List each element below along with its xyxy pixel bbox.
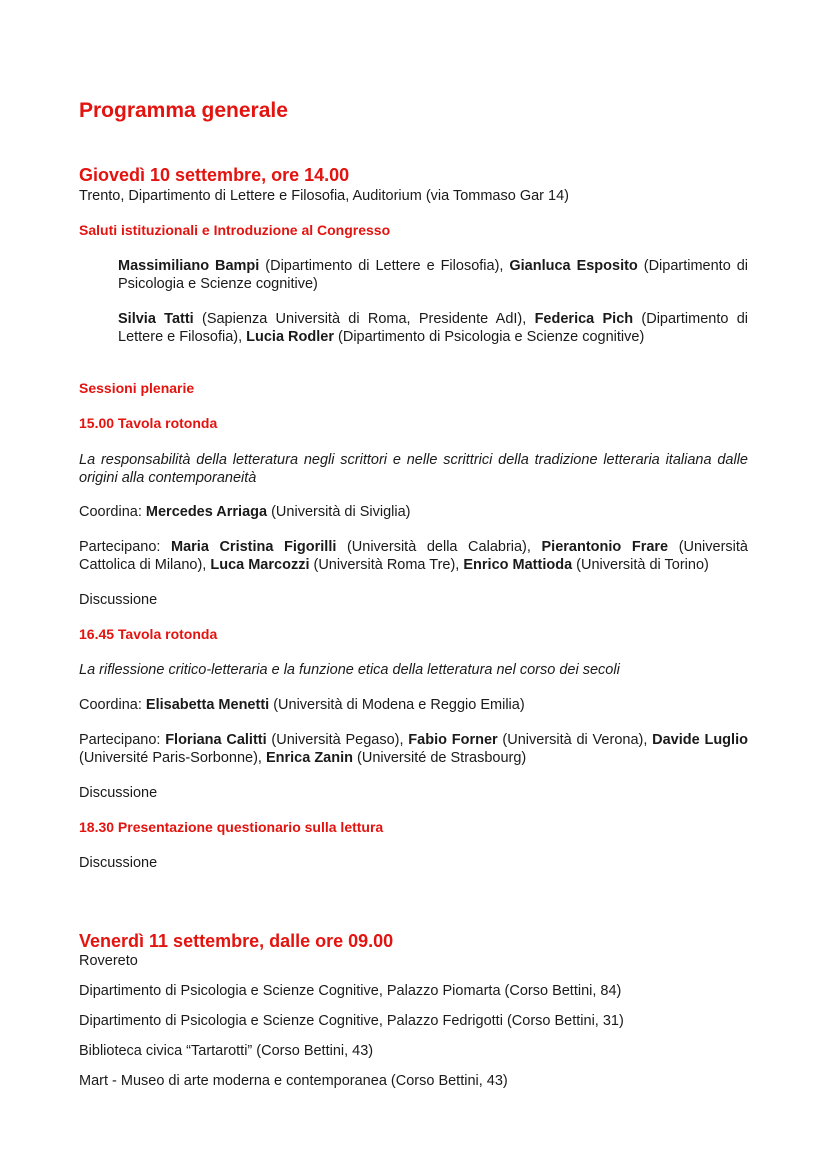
session2-topic: La riflessione critico-letteraria e la funzione etica della letteratura nel corso dei secoli [79,662,620,678]
person-name: Mercedes Arriaga [145,504,268,520]
day2-heading: Venerdì 11 settembre, dalle ore 09.00 [79,931,394,951]
page-title: Programma generale [79,99,288,122]
session1-discussion: Discussione [79,592,158,608]
person-name: Enrico Mattioda [463,557,573,573]
day1-heading: Giovedì 10 settembre, ore 14.00 [79,165,350,185]
welcome-speakers-2: Silvia Tatti (Sapienza Università di Roma, Presidente AdI), Federica Pich (Dipartimento di Lettere e Filosofia), Lucia Rodler (Dipartimento di Psicologia e Scienze cognitive) [118,311,749,345]
session2-discussion: Discussione [79,785,158,801]
day2-city: Rovereto [79,953,138,969]
person-name: Massimiliano Bampi [118,258,260,274]
person-name: Maria Cristina Figorilli [171,539,337,555]
person-name: Enrica Zanin [265,750,353,766]
person-name: Lucia Rodler [246,329,334,345]
person-name: Floriana Calitti [165,732,267,748]
venue-item: Biblioteca civica “Tartarotti” (Corso Bettini, 43) [79,1043,374,1059]
person-name: Luca Marcozzi [210,557,310,573]
venue-item: Dipartimento di Psicologia e Scienze Cognitive, Palazzo Fedrigotti (Corso Bettini, 31) [79,1013,624,1029]
session1-topic: La responsabilità della letteratura negli scrittori e nelle scrittrici della tradizione letteraria italiana dalle origini alla contemporaneità [79,452,748,486]
person-name: Davide Luglio [652,732,748,748]
session2-heading: 16.45 Tavola rotonda [79,626,218,642]
person-name: Elisabetta Menetti [145,697,270,713]
session1-heading: 15.00 Tavola rotonda [79,415,218,431]
person-name: Fabio Forner [408,732,498,748]
session1-participants: Partecipano: Maria Cristina Figorilli (Università della Calabria), Pierantonio Frare (Università Cattolica di Milano), Luca Marcozzi (Università Roma Tre), Enrico Mattioda (Università di Torino) [79,539,748,573]
day1-location: Trento, Dipartimento di Lettere e Filosofia, Auditorium (via Tommaso Gar 14) [79,188,569,204]
plenary-heading: Sessioni plenarie [79,380,195,396]
person-name: Silvia Tatti [118,311,194,327]
session2-coordinator: Coordina: Elisabetta Menetti (Università di Modena e Reggio Emilia) [79,697,525,713]
session2-participants: Partecipano: Floriana Calitti (Università Pegaso), Fabio Forner (Università di Verona), Davide Luglio (Université Paris-Sorbonne), Enrica Zanin (Université de Strasbourg) [79,732,748,766]
person-name: Pierantonio Frare [541,539,669,555]
venue-item: Mart - Museo di arte moderna e contemporanea (Corso Bettini, 43) [79,1073,508,1089]
welcome-heading: Saluti istituzionali e Introduzione al Congresso [79,222,391,238]
session3-heading: 18.30 Presentazione questionario sulla lettura [79,819,384,835]
person-name: Gianluca Esposito [509,258,638,274]
welcome-speakers-1: Massimiliano Bampi (Dipartimento di Lettere e Filosofia), Gianluca Esposito (Dipartimento di Psicologia e Scienze cognitive) [118,258,749,292]
venue-item: Dipartimento di Psicologia e Scienze Cognitive, Palazzo Piomarta (Corso Bettini, 84) [79,983,622,999]
session1-coordinator: Coordina: Mercedes Arriaga (Università di Siviglia) [79,504,411,520]
person-name: Federica Pich [534,311,634,327]
session3-discussion: Discussione [79,855,158,871]
